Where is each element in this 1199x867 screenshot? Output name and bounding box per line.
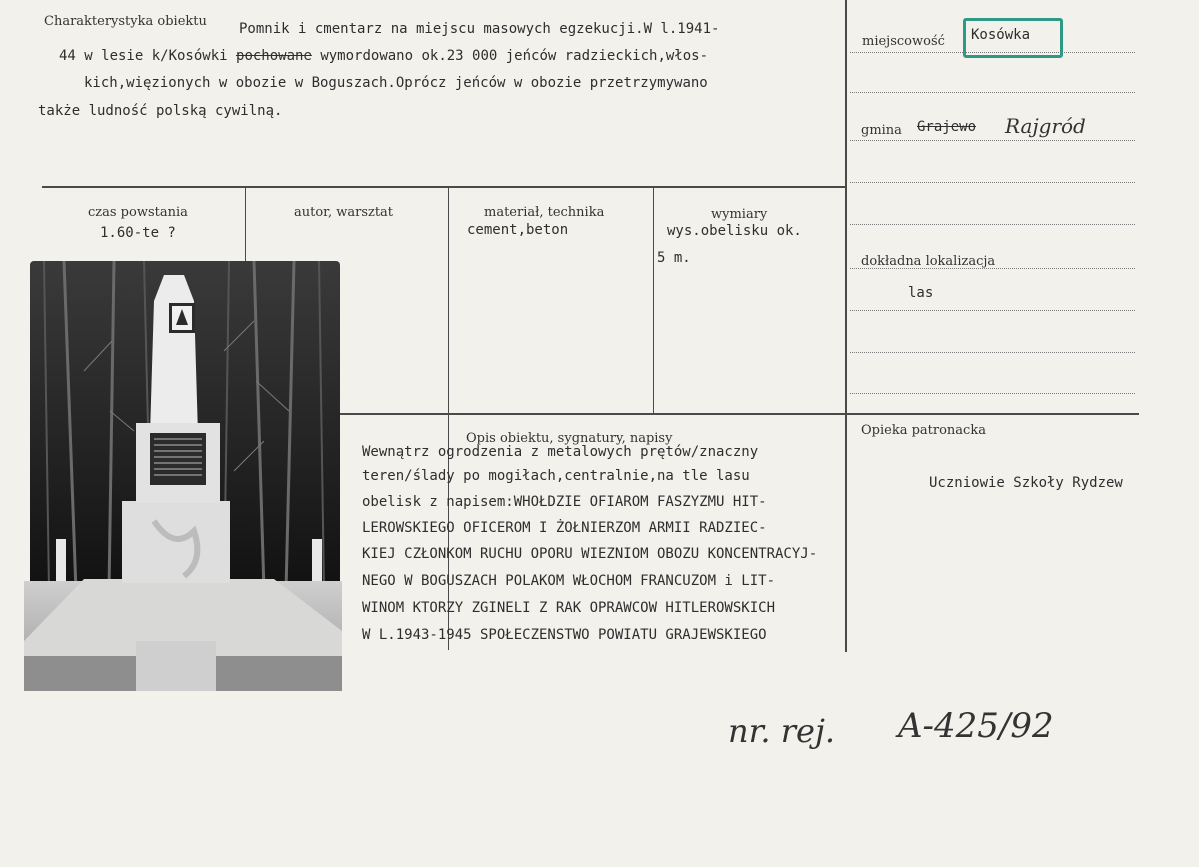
registry-prefix: nr. rej.: [728, 712, 836, 750]
ruling-line: [850, 140, 1135, 141]
material-value: cement,beton: [467, 222, 569, 238]
material-label: materiał, technika: [484, 205, 605, 220]
ruling-line: [850, 92, 1135, 93]
opis-line-2: teren/ślady po mogiłach,centralnie,na tle lasu: [362, 468, 750, 484]
vertical-divider-right: [845, 0, 847, 652]
opieka-label: Opieka patronacka: [861, 423, 986, 438]
ruling-line: [850, 352, 1135, 353]
opis-line-1: Wewnątrz ogrodzenia z metalowych prętów/znaczny: [362, 444, 759, 460]
opis-line-4: LEROWSKIEGO OFICEROM I ŻOŁNIERZOM ARMII RADZIEC-: [362, 520, 767, 536]
opis-line-6: NEGO W BOGUSZACH POLAKOM WŁOCHOM FRANCUZOM i LIT-: [362, 573, 776, 589]
opis-line-3: obelisk z napisem:WHOŁDZIE OFIAROM FASZYZMU HIT-: [362, 494, 767, 510]
wymiary-value-2: 5 m.: [657, 250, 691, 266]
description-line-1: Pomnik i cmentarz na miejscu masowych egzekucji.W l.1941-: [239, 21, 720, 37]
czas-value: 1.60-te ?: [100, 225, 176, 241]
vertical-divider-col3: [653, 188, 654, 414]
description-line-4: także ludność polską cywilną.: [38, 103, 283, 119]
charakterystyka-label: Charakterystyka obiektu: [44, 14, 207, 29]
ruling-line: [850, 310, 1135, 311]
ruling-line: [850, 182, 1135, 183]
miejscowosc-label: miejscowość: [862, 34, 945, 49]
opis-label: Opis obiektu, sygnatury, napisy: [466, 431, 673, 446]
lokalizacja-label: dokładna lokalizacja: [861, 254, 996, 269]
gmina-label: gmina: [861, 123, 902, 138]
lokalizacja-value: las: [908, 285, 934, 301]
struck-word: pochowane: [236, 48, 312, 64]
ruling-line: [850, 224, 1135, 225]
vertical-divider-col1: [245, 188, 246, 262]
autor-label: autor, warsztat: [294, 205, 394, 220]
wymiary-value-1: wys.obelisku ok.: [667, 223, 802, 239]
czas-label: czas powstania: [88, 205, 188, 220]
horizontal-divider-header: [42, 186, 845, 188]
opieka-value: Uczniowie Szkoły Rydzew: [929, 475, 1123, 491]
miejscowosc-value: Kosówka: [971, 27, 1031, 43]
monument-photo: [24, 261, 342, 691]
description-line-2: 44 w lesie k/Kosówki pochowane wymordowano ok.23 000 jeńców radzieckich,włos-: [59, 48, 709, 64]
wymiary-label: wymiary: [711, 207, 768, 222]
opis-line-7: WINOM KTORZY ZGINELI Z RAK OPRAWCOW HITLEROWSKICH: [362, 600, 776, 616]
ruling-line: [850, 393, 1135, 394]
registry-number: A-425/92: [898, 706, 1054, 746]
opis-line-8: W L.1943-1945 SPOŁECZENSTWO POWIATU GRAJEWSKIEGO: [362, 627, 767, 643]
description-line-3: kich,więzionych w obozie w Boguszach.Oprócz jeńców w obozie przetrzymywano: [84, 75, 708, 91]
opis-line-5: KIEJ CZŁONKOM RUCHU OPORU WIEZNIOM OBOZU KONCENTRACYJ-: [362, 546, 818, 562]
horizontal-divider-mid: [340, 413, 1139, 415]
gmina-handwritten-value: Rajgród: [1005, 114, 1086, 138]
gmina-struck-value: Grajewo: [917, 119, 977, 135]
